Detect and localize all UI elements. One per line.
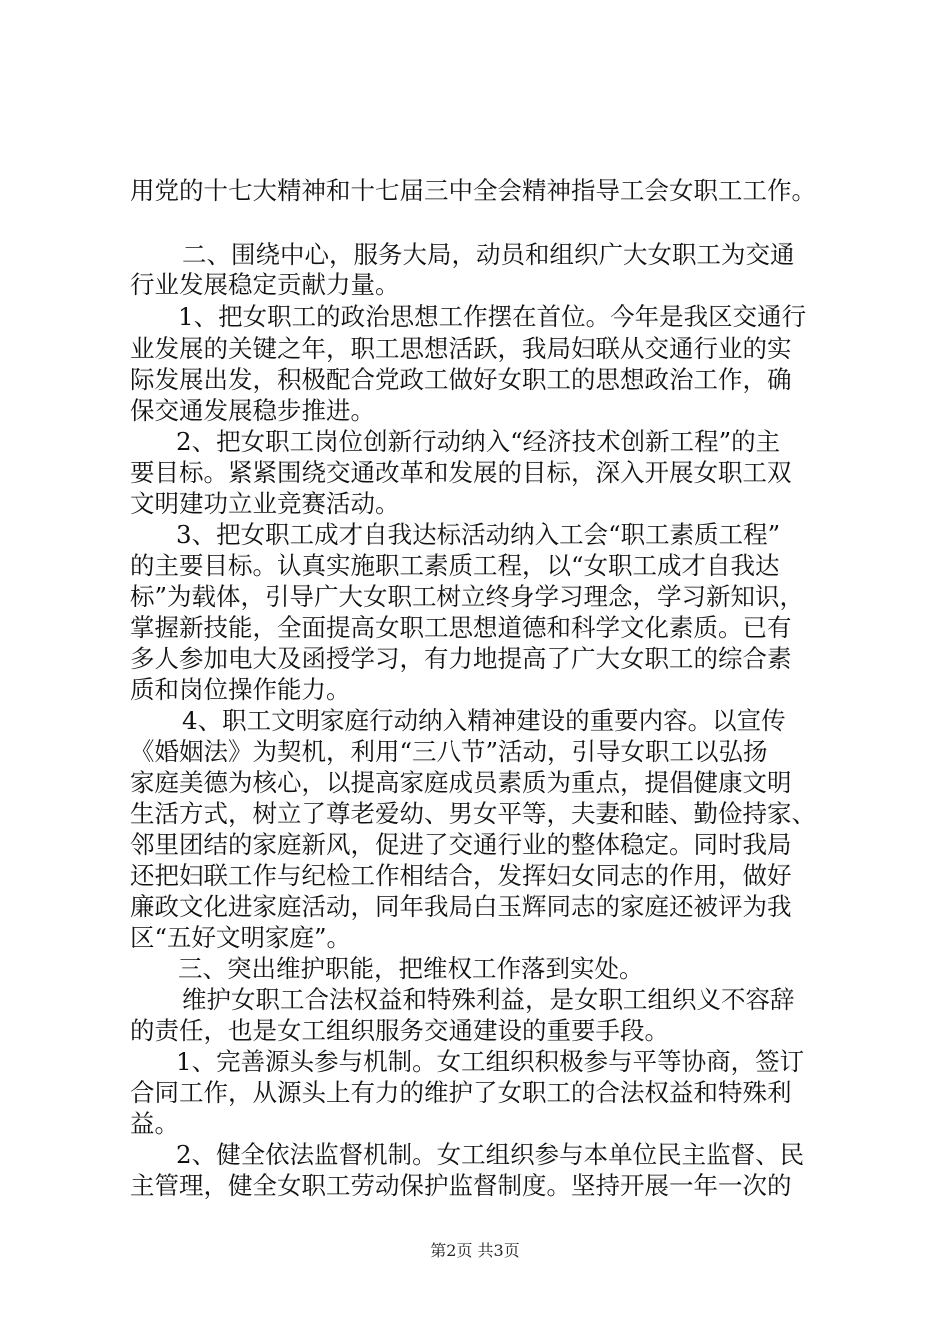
text-line: 用党的十七大精神和十七届三中全会精神指导工会女职工工作。 — [130, 176, 816, 205]
text-line: 多人参加电大及函授学习，有力地提高了广大女职工的综合素 — [130, 644, 792, 673]
text-line: 维护女职工合法权益和特殊利益，是女职工组织义不容辞 — [182, 985, 795, 1014]
text-line: 廉政文化进家庭活动，同年我局白玉辉同志的家庭还被评为我 — [130, 892, 792, 921]
text-line: 业发展的关键之年，职工思想活跃，我局妇联从交通行业的实 — [130, 334, 792, 363]
text-line: 邻里团结的家庭新风，促进了交通行业的整体稳定。同时我局 — [130, 830, 792, 859]
text-line: 家庭美德为核心，以提高家庭成员素质为重点，提倡健康文明 — [130, 768, 792, 797]
text-line: 掌握新技能，全面提高女职工思想道德和科学文化素质。已有 — [130, 613, 792, 642]
text-line: 际发展出发，积极配合党政工做好女职工的思想政治工作，确 — [130, 365, 792, 394]
text-line: 《婚姻法》为契机，利用“三八节”活动，引导女职工以弘扬 — [130, 737, 768, 766]
text-line: 2、把女职工岗位创新行动纳入“经济技术创新工程”的主 — [176, 427, 781, 456]
text-line: 要目标。紧紧围绕交通改革和发展的目标，深入开展女职工双 — [130, 458, 792, 487]
text-line: 区“五好文明家庭”。 — [130, 923, 352, 952]
text-line: 生活方式，树立了尊老爱幼、男女平等，夫妻和睦、勤俭持家、 — [130, 799, 816, 828]
text-line: 合同工作，从源头上有力的维护了女职工的合法权益和特殊利 — [130, 1078, 792, 1107]
text-line: 1、把女职工的政治思想工作摆在首位。今年是我区交通行 — [178, 302, 807, 331]
text-line: 主管理，健全女职工劳动保护监督制度。坚持开展一年一次的 — [130, 1171, 792, 1200]
text-line: 还把妇联工作与纪检工作相结合，发挥妇女同志的作用，做好 — [130, 861, 792, 890]
text-line: 保交通发展稳步推进。 — [130, 396, 375, 425]
text-line: 益。 — [130, 1109, 179, 1138]
text-line: 质和岗位操作能力。 — [130, 675, 351, 704]
text-line: 1、完善源头参与机制。女工组织积极参与平等协商，签订 — [176, 1047, 805, 1076]
text-line: 4、职工文明家庭行动纳入精神建设的重要内容。以宣传 — [182, 706, 786, 735]
text-line: 行业发展稳定贡献力量。 — [130, 270, 400, 299]
page-footer: 第2页 共3页 — [430, 1241, 520, 1260]
text-line: 的主要目标。认真实施职工素质工程，以“女职工成才自我达 — [130, 551, 780, 580]
text-line: 三、突出维护职能，把维权工作落到实处。 — [178, 954, 644, 983]
text-line: 标”为载体，引导广大女职工树立终身学习理念，学习新知识， — [130, 582, 805, 611]
text-line: 文明建功立业竞赛活动。 — [130, 489, 400, 518]
text-line: 3、把女职工成才自我达标活动纳入工会“职工素质工程” — [176, 520, 781, 549]
text-line: 的责任，也是女工组织服务交通建设的重要手段。 — [130, 1016, 669, 1045]
text-line: 2、健全依法监督机制。女工组织参与本单位民主监督、民 — [176, 1140, 805, 1169]
text-line: 二、围绕中心，服务大局，动员和组织广大女职工为交通 — [182, 240, 795, 269]
